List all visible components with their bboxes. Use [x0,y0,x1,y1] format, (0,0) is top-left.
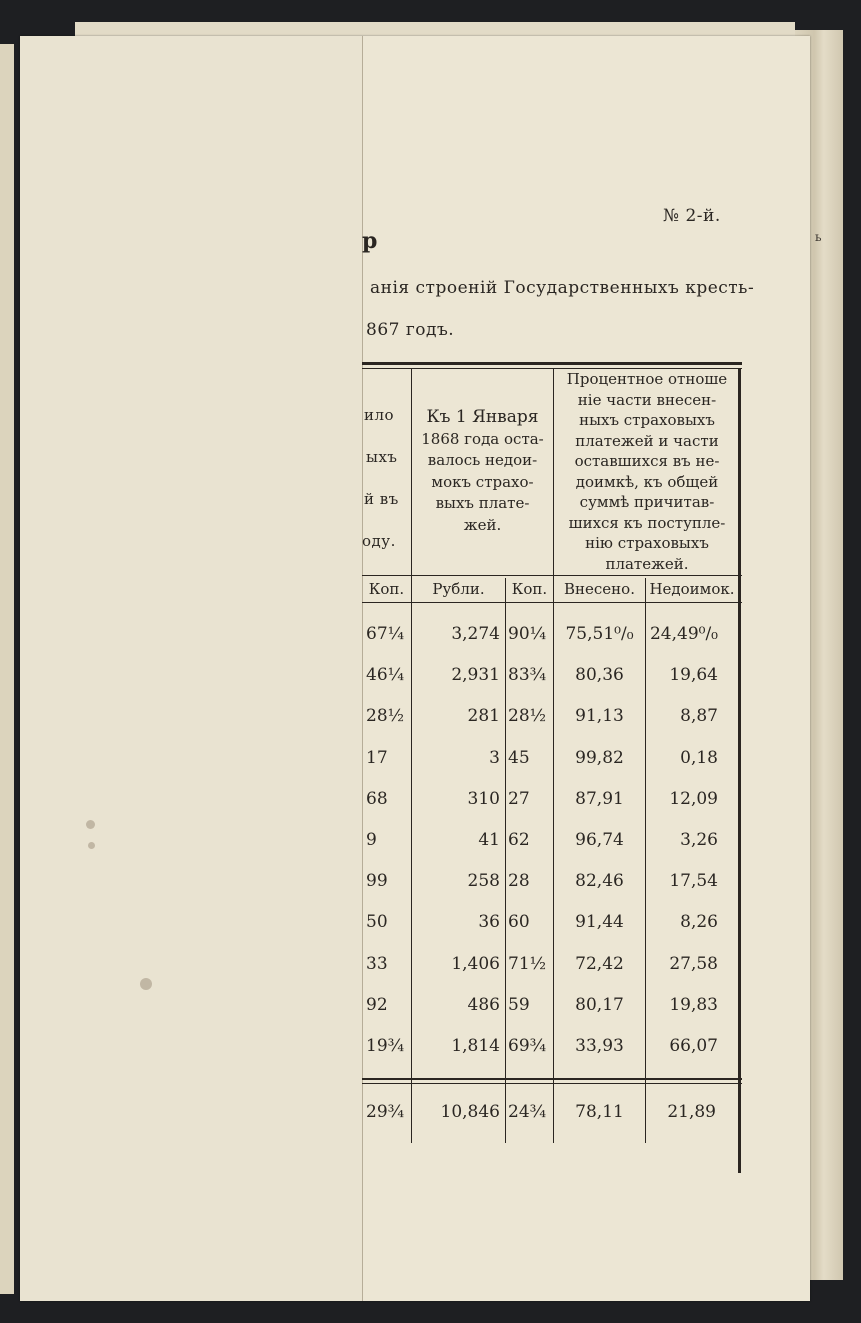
cell-kop-left: 68 [366,788,388,809]
title-fragment: р [362,228,378,254]
cell-kop: 71½ [508,953,547,974]
header-line: мокъ страхо- [431,472,534,491]
cell-nedoimok: 8,87 [680,706,718,727]
header-line: Процентное отноше [566,370,728,388]
partial-header-line: ило [364,406,395,424]
header-line: доимкѣ, къ общей [575,472,719,491]
cell-vneseno: 80,17 [575,994,624,1015]
arrears-header [412,407,553,536]
cell-kop-left: 28½ [366,706,405,727]
total-rule-thin [362,1083,742,1084]
cell-kop: 59 [508,994,530,1015]
total-rule [362,1078,742,1080]
subheader-kop: Коп. [511,580,548,598]
cell-kop: 90¼ [508,624,547,644]
subtitle-line-1: анія строеній Государственныхъ кресть- [370,278,755,298]
partial-header-line: оду. [362,532,396,550]
cell-kop-left: 9 [366,830,377,850]
table-col-rule [645,578,646,1143]
cell-vneseno: 99,82 [575,747,624,768]
header-line: ніе части внесен- [577,390,717,409]
cell-vneseno: 33,93 [575,1036,624,1056]
cell-rubli: 310 [467,788,500,809]
header-line: валось недои- [427,451,538,469]
cell-kop: 69¾ [508,1036,547,1056]
cell-kop-left: 33 [366,953,388,974]
header-line: Къ 1 Января [426,407,539,427]
cell-rubli: 2,931 [451,665,500,686]
percent-header [554,369,740,574]
total-kop-left: 29¾ [366,1102,405,1122]
cell-nedoimok: 27,58 [669,953,718,974]
cell-kop: 62 [508,830,530,850]
cell-vneseno: 91,13 [575,706,624,727]
subtitle-line-2: 867 годъ. [366,320,455,340]
cell-rubli: 3,274 [451,624,500,644]
table-top-rule [362,362,742,365]
cell-kop-left: 99 [366,871,388,892]
partial-header-line: й въ [364,490,399,508]
cell-vneseno: 82,46 [575,871,624,892]
partial-header-line: ыхъ [366,448,398,466]
subheader-vneseno: Внесено. [564,580,635,598]
page-number: № 2-й. [663,206,721,226]
stain-spot [86,820,95,829]
cell-vneseno: 80,36 [575,665,624,686]
subheader-bottom-rule [362,602,742,603]
cell-nedoimok: 24,49⁰/₀ [649,624,718,644]
fold-line [362,36,363,1301]
margin-char: ь [815,230,822,244]
left-page-edge [0,44,14,1294]
cell-kop-left: 19¾ [366,1036,405,1056]
cell-rubli: 41 [478,830,500,850]
cell-nedoimok: 17,54 [669,871,718,892]
blank-left-sheet [20,36,362,1301]
cell-nedoimok: 8,26 [680,912,718,933]
cell-vneseno: 75,51⁰/₀ [565,624,634,644]
total-kop: 24¾ [508,1102,547,1122]
total-rubli: 10,846 [440,1102,500,1122]
cell-vneseno: 72,42 [575,953,624,974]
subheader-rubli: Рубли. [432,580,485,598]
cell-kop-left: 50 [366,912,388,933]
stain-spot [88,842,95,849]
cell-rubli: 281 [467,706,500,727]
cell-nedoimok: 66,07 [669,1036,718,1056]
cell-kop: 28 [508,871,530,892]
total-nedoimok: 21,89 [667,1102,716,1122]
cell-rubli: 36 [478,912,500,933]
cell-kop-left: 46¼ [366,665,405,686]
cell-kop-left: 67¼ [366,624,405,644]
cell-rubli: 3 [489,747,500,768]
cell-rubli: 1,406 [451,953,500,974]
header-line: ныхъ страховыхъ [579,411,715,429]
header-line: шихся къ поступле- [568,513,726,532]
cell-nedoimok: 3,26 [680,830,718,850]
cell-nedoimok: 12,09 [669,788,718,809]
header-line: платежей. [605,554,689,573]
cell-kop-left: 17 [366,747,388,768]
cell-nedoimok: 0,18 [680,747,718,768]
cell-rubli: 1,814 [451,1036,500,1056]
cell-kop-left: 92 [366,994,388,1015]
header-line: суммѣ причитав- [579,493,715,511]
header-line: нію страховыхъ [585,534,709,552]
cell-kop: 28½ [508,706,547,727]
cell-kop: 83¾ [508,665,547,686]
cell-rubli: 258 [467,871,500,892]
cell-vneseno: 91,44 [575,912,624,933]
cell-nedoimok: 19,64 [669,665,718,686]
cell-vneseno: 96,74 [575,830,624,850]
cell-nedoimok: 19,83 [669,994,718,1015]
stain-spot [140,978,152,990]
cell-kop: 60 [508,912,530,933]
header-line: выхъ плате- [435,494,530,512]
total-vneseno: 78,11 [575,1102,624,1122]
cell-vneseno: 87,91 [575,788,624,809]
header-line: платежей и части [575,431,719,450]
header-line: 1868 года оста- [421,429,544,448]
cell-kop: 45 [508,747,530,768]
cell-kop: 27 [508,788,530,809]
cell-rubli: 486 [467,994,500,1015]
subheader-top-rule [362,575,742,576]
subheader-kop-left: Коп. [368,580,405,598]
subheader-nedoimok: Недоимок. [649,580,735,598]
header-line: жей. [463,515,502,534]
header-line: оставшихся въ не- [574,452,720,470]
table-col-rule [505,578,506,1143]
